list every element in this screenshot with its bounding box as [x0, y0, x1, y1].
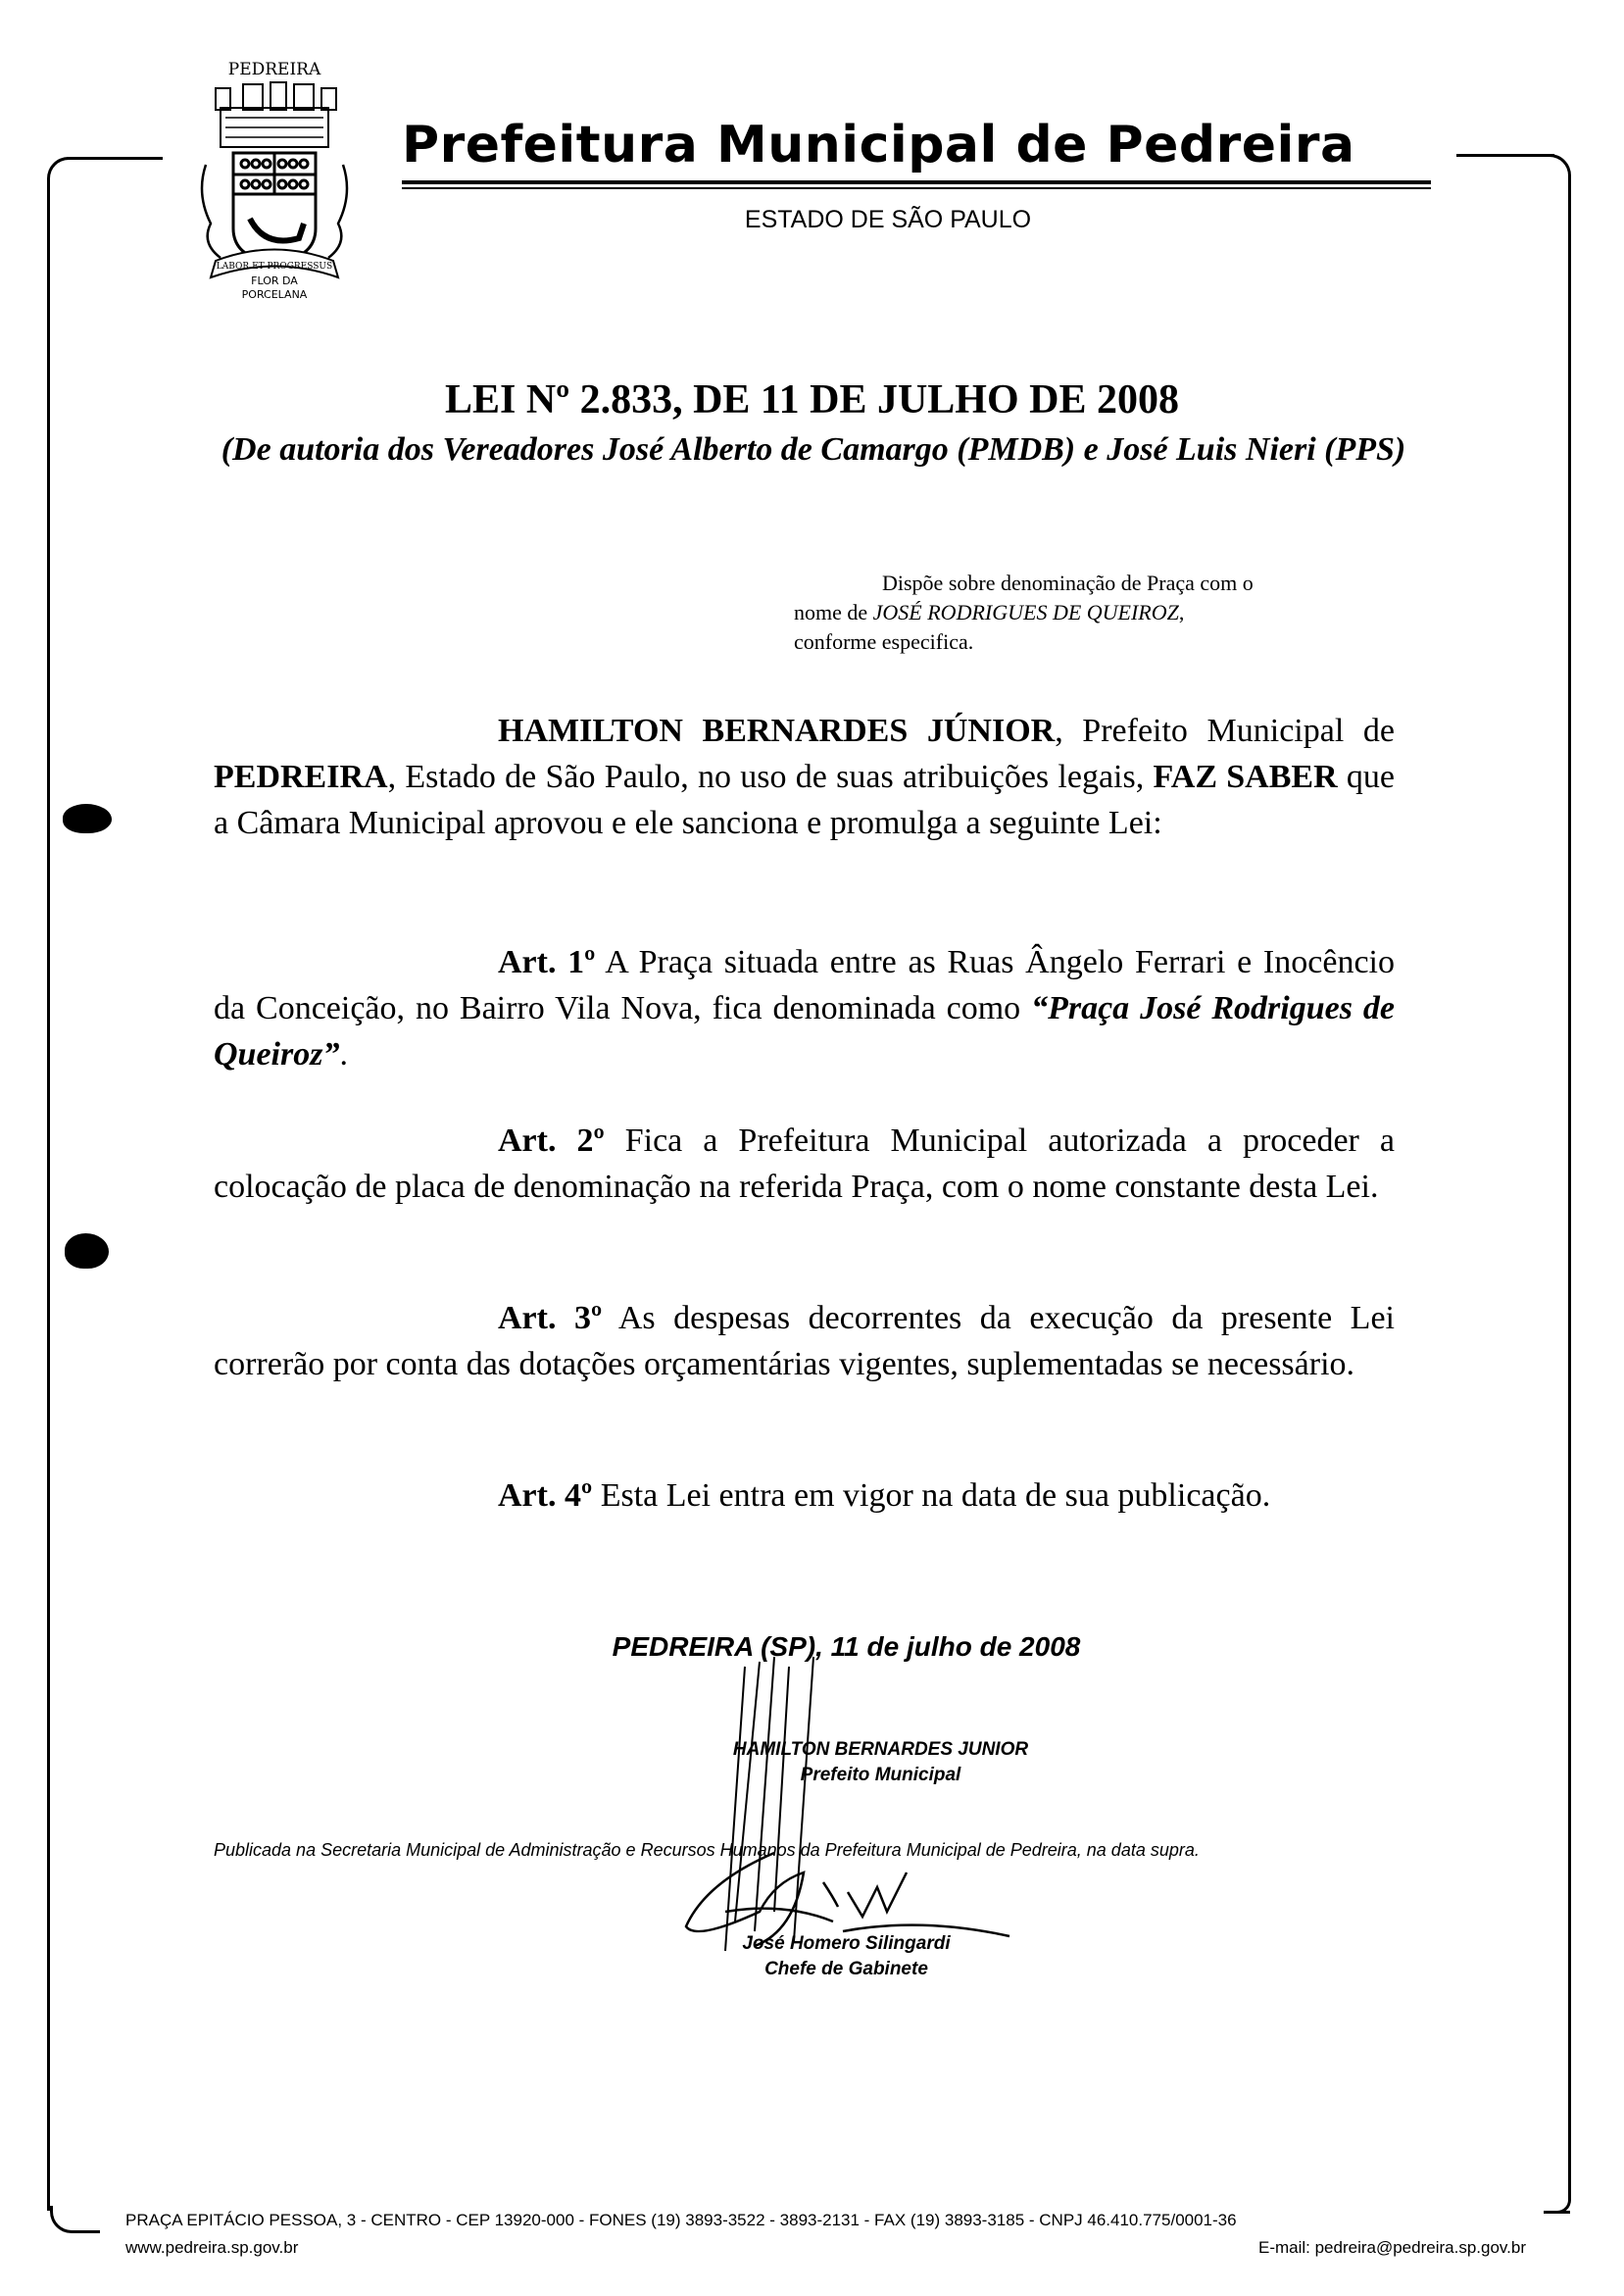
mayor-signatory-role: Prefeito Municipal — [800, 1765, 961, 1785]
punch-hole-bottom — [65, 1233, 109, 1269]
mayor-name-bold: HAMILTON BERNARDES JÚNIOR — [498, 713, 1056, 749]
article-2-label: Art. 2º — [498, 1123, 605, 1159]
preamble-text2: , Estado de São Paulo, no uso de suas atribuições legais, — [387, 759, 1154, 795]
crest-icon — [176, 27, 372, 302]
article-1-emphasis: “Praça José Rodrigues de Queiroz” — [214, 990, 1395, 1073]
frame-bottom-right-line — [1556, 2211, 1570, 2214]
ementa-line3: conforme especifica. — [794, 629, 974, 654]
article-2 — [214, 1118, 1395, 1210]
article-2-text: Fica a Prefeitura Municipal autorizada a proceder a colocação de placa de denominação na referida Praça, com o nome constante desta Lei. — [214, 1123, 1395, 1205]
punch-hole-top — [63, 804, 112, 833]
ementa-suffix: , — [1178, 600, 1185, 624]
footer-email-link[interactable]: E-mail: pedreira@pedreira.sp.gov.br — [1257, 2238, 1526, 2257]
article-1-label: Art. 1º — [498, 944, 596, 980]
article-3 — [214, 1295, 1395, 1387]
ementa-prefix: nome de — [794, 600, 873, 624]
city-name-bold: PEDREIRA — [214, 759, 388, 795]
crest-motto: LABOR ET PROGRESSUS — [216, 262, 333, 272]
place-and-date: PEDREIRA (SP), 11 de julho de 2008 — [612, 1631, 1081, 1662]
publication-note: Publicada na Secretaria Municipal de Administração e Recursos Humanos da Prefeitura Municipal de Pedreira, na data supra. — [214, 1840, 1200, 1860]
municipal-crest-logo — [176, 27, 372, 302]
article-1 — [214, 939, 1395, 1077]
article-3-text: As despesas decorrentes da execução da presente Lei correrão por conta das dotações orçamentárias vigentes, suplementadas se necessário. — [214, 1300, 1395, 1382]
state-subtitle: ESTADO DE SÃO PAULO — [744, 206, 1032, 233]
article-4 — [214, 1472, 1395, 1519]
law-authors: (De autoria dos Vereadores José Alberto de Camargo (PMDB) e José Luis Nieri (PPS) — [221, 431, 1406, 468]
ementa-line2 — [794, 598, 1406, 627]
title-underline-thin — [402, 187, 1431, 189]
preamble-text1: , Prefeito Municipal de — [1055, 713, 1395, 749]
article-3-label: Art. 3º — [498, 1300, 603, 1336]
law-title: LEI Nº 2.833, DE 11 DE JULHO DE 2008 — [445, 377, 1179, 423]
organization-title: Prefeitura Municipal de Pedreira — [402, 116, 1355, 175]
chief-signatory-role: Chefe de Gabinete — [764, 1959, 928, 1979]
mayor-signatory-name: HAMILTON BERNARDES JUNIOR — [732, 1739, 1029, 1760]
frame-left-line — [47, 181, 50, 2211]
faz-saber-bold: FAZ SABER — [1153, 759, 1338, 795]
preamble-paragraph — [214, 708, 1395, 846]
frame-top-left-line — [67, 157, 163, 160]
law-ementa — [794, 569, 1406, 657]
footer-website-link[interactable]: www.pedreira.sp.gov.br — [125, 2238, 299, 2257]
frame-top-right-line — [1456, 154, 1554, 157]
frame-corner-bottom-right — [1544, 2181, 1571, 2214]
article-1-text: A Praça situada entre as Ruas Ângelo Ferrari e Inocêncio da Conceição, no Bairro Vila Nova, fica denominada como — [214, 944, 1395, 1026]
title-underline-thick — [402, 180, 1431, 184]
frame-corner-top-right — [1544, 154, 1571, 186]
crest-bottom-line2: PORCELANA — [241, 288, 308, 301]
preamble-text3: que a Câmara Municipal aprovou e ele sanciona e promulga a seguinte Lei: — [214, 759, 1396, 841]
ementa-honoree-name: JOSÉ RODRIGUES DE QUEIROZ — [872, 600, 1179, 624]
frame-right-line — [1568, 178, 1571, 2188]
crest-crown-icon — [216, 82, 336, 147]
footer-address: PRAÇA EPITÁCIO PESSOA, 3 - CENTRO - CEP 13920-000 - FONES (19) 3893-3522 - 3893-2131 - FAX (19) 3893-3185 - CNPJ 46.410.775/0001-36 — [125, 2211, 1237, 2229]
ementa-line1: Dispõe sobre denominação de Praça com o — [882, 571, 1254, 595]
crest-top-text: PEDREIRA — [227, 60, 321, 79]
frame-corner-top-left — [47, 157, 79, 189]
chief-signatory-name: José Homero Silingardi — [742, 1933, 951, 1954]
article-4-label: Art. 4º — [498, 1477, 593, 1514]
frame-corner-bottom-left — [50, 2206, 82, 2233]
frame-bottom-left-line — [74, 2230, 100, 2233]
crest-bottom-line1: FLOR DA — [251, 275, 298, 287]
article-4-text: Esta Lei entra em vigor na data de sua publicação. — [592, 1477, 1271, 1514]
article-1-tail: . — [339, 1036, 348, 1073]
